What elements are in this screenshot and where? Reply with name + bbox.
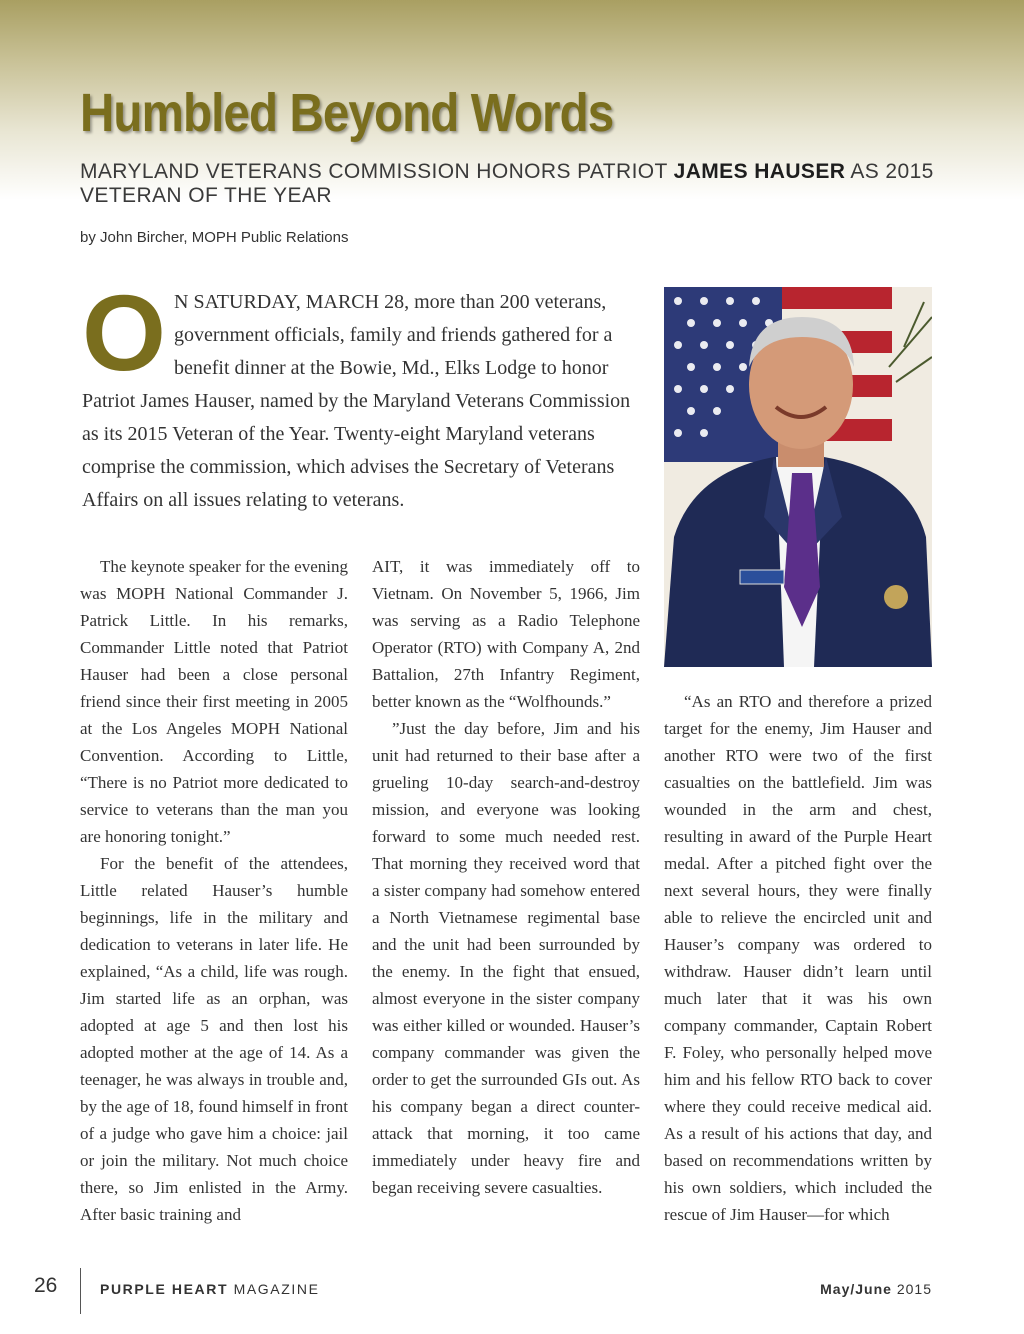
body-paragraph: ”Just the day before, Jim and his unit had returned to their base after a grueling 10-day search-and-destroy mission, and everyone was looking forward to some much needed rest. That morning they received word that a sister company had somehow entered a North Vietnamese regimental base and the unit had been surrounded by the enemy. In the fight that ensued, almost everyone in the sister company was either killed or wounded. Hauser’s company commander was given the order to get the surrounded GIs out. As his company began a direct counter-attack that morning, it too came immediately under heavy fire and began receiving severe casualties. bbox=[372, 719, 640, 1197]
magazine-name-bold: PURPLE HEART bbox=[100, 1281, 229, 1297]
subtitle-part-2: AS 2015 VETERAN OF THE YEAR bbox=[80, 160, 934, 207]
article-subtitle bbox=[80, 160, 940, 208]
body-column-2 bbox=[372, 553, 640, 1201]
body-paragraph: AIT, it was immediately off to Vietnam. On November 5, 1966, Jim was serving as a Radio Telephone Operator (RTO) with Company A, 2nd Battalion, 27th Infantry Regiment, better known as the “Wolfhounds.” bbox=[372, 557, 640, 711]
body-paragraph: For the benefit of the attendees, Little related Hauser’s humble beginnings, life in the military and dedication to veterans in later life. He explained, “As a child, life was rough. Jim started life as an orphan, was adopted at age 5 and then lost his adopted mother at the age of 14. As a teenager, he was always in trouble and, by the age of 18, found himself in front of a judge who gave him a choice: jail or join the military. Not much choice there, so Jim enlisted in the Army. After basic training and bbox=[80, 854, 348, 1224]
article-title: Humbled Beyond Words bbox=[80, 83, 614, 143]
honoree-portrait-photo bbox=[664, 287, 932, 667]
body-paragraph: The keynote speaker for the evening was MOPH National Commander J. Patrick Little. In his remarks, Commander Little noted that Patriot Hauser had been a close personal friend since their first meeting in 2005 at the Los Angeles MOPH National Convention. According to Little, “There is no Patriot more dedicated to service to veterans than the man you are honoring tonight.” bbox=[80, 557, 348, 846]
subtitle-honoree-name: JAMES HAUSER bbox=[673, 160, 846, 183]
byline: by John Bircher, MOPH Public Relations bbox=[80, 229, 349, 246]
issue-date-months: May/June bbox=[820, 1281, 892, 1297]
issue-date bbox=[820, 1281, 932, 1297]
page-number: 26 bbox=[34, 1274, 58, 1297]
issue-date-year: 2015 bbox=[891, 1281, 932, 1297]
lead-paragraph bbox=[82, 272, 642, 517]
magazine-name bbox=[100, 1281, 320, 1297]
body-column-1 bbox=[80, 553, 348, 1228]
lead-text: N SATURDAY, MARCH 28, more than 200 veterans, government officials, family and friends gathered for a benefit dinner at the Bowie, Md., Elks Lodge to honor Patriot James Hauser, named by the Maryland Veterans Commission as its 2015 Veteran of the Year. Twenty-eight Maryland veterans comprise the commission, which advises the Secretary of Veterans Affairs on all issues relating to veterans. bbox=[82, 291, 631, 511]
body-paragraph: “As an RTO and therefore a prized target for the enemy, Jim Hauser and another RTO were two of the first casualties on the battlefield. Jim was wounded in the arm and chest, resulting in award of the Purple Heart medal. After a pitched fight over the next several hours, they were finally able to relieve the encircled unit and Hauser’s company was ordered to withdraw. Hauser didn’t learn until much later that it was his own company commander, Captain Robert F. Foley, who personally helped move him and his fellow RTO back to cover where they could receive medical aid. As a result of his actions that day, and based on recommendations written by his own soldiers, which included the rescue of Jim Hauser—for which bbox=[664, 692, 932, 1224]
body-column-3 bbox=[664, 688, 932, 1228]
subtitle-part-1: MARYLAND VETERANS COMMISSION HONORS PATRIOT bbox=[80, 160, 674, 183]
footer-divider bbox=[80, 1268, 81, 1314]
magazine-name-rest: MAGAZINE bbox=[228, 1281, 320, 1297]
drop-cap: O bbox=[82, 272, 167, 393]
